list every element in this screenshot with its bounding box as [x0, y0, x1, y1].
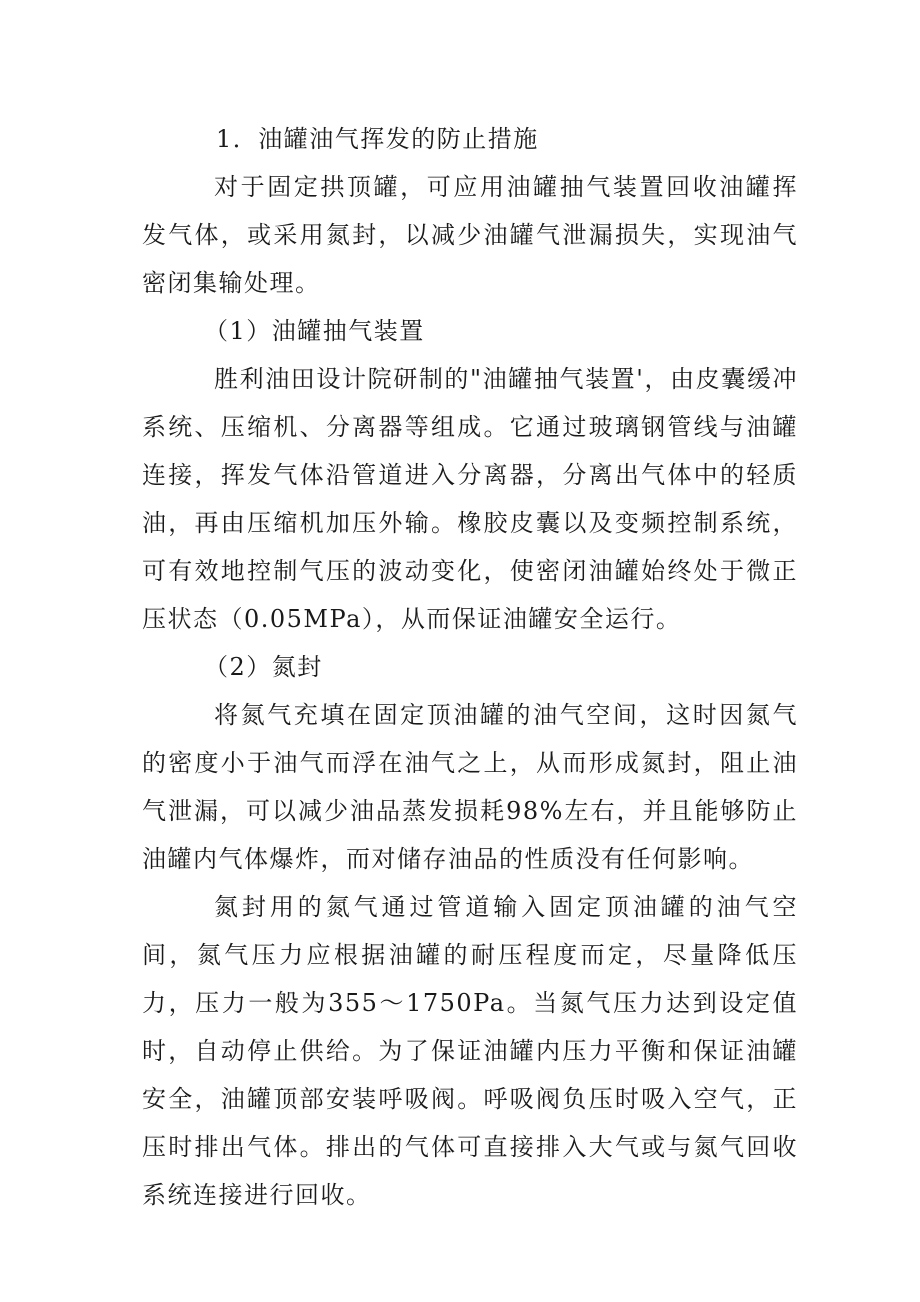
subsection-1-title: （1）油罐抽气装置 — [204, 317, 425, 345]
subsection-2-paragraph-2: 氮封用的氮气通过管道输入固定顶油罐的油气空间，氮气压力应根据油罐的耐压程度而定，尽量降低压力，压力一般为355～1750Pa。当氮气压力达到设定值时，自动停止供给。为了保证油罐内压力平衡和保证油罐安全，油罐顶部安装呼吸阀。呼吸阀负压时吸入空气，正压时排出气体。排出的气体可直接排入大气或与氮气回收系统连接进行回收。 — [142, 893, 798, 1209]
subsection-1-paragraph: 胜利油田设计院研制的"油罐抽气装置'，由皮囊缓冲系统、压缩机、分离器等组成。它通过玻璃钢管线与油罐连接，挥发气体沿管道进入分离器，分离出气体中的轻质油，再由压缩机加压外输。橡胶皮囊以及变频控制系统，可有效地控制气压的波动变化，使密闭油罐始终处于微正压状态（0.05MPa），从而保证油罐安全运行。 — [142, 365, 798, 633]
intro-paragraph: 对于固定拱顶罐，可应用油罐抽气装置回收油罐挥发气体，或采用氮封，以减少油罐气泄漏损失，实现油气密闭集输处理。 — [142, 173, 798, 297]
subsection-2-title: （2）氮封 — [204, 653, 323, 681]
section-title: 1．油罐油气挥发的防止措施 — [216, 125, 539, 153]
document-page — [142, 115, 798, 1219]
subsection-2-paragraph-1: 将氮气充填在固定顶油罐的油气空间，这时因氮气的密度小于油气而浮在油气之上，从而形成氮封，阻止油气泄漏，可以减少油品蒸发损耗98%左右，并且能够防止油罐内气体爆炸，而对储存油品的性质没有任何影响。 — [142, 701, 798, 873]
